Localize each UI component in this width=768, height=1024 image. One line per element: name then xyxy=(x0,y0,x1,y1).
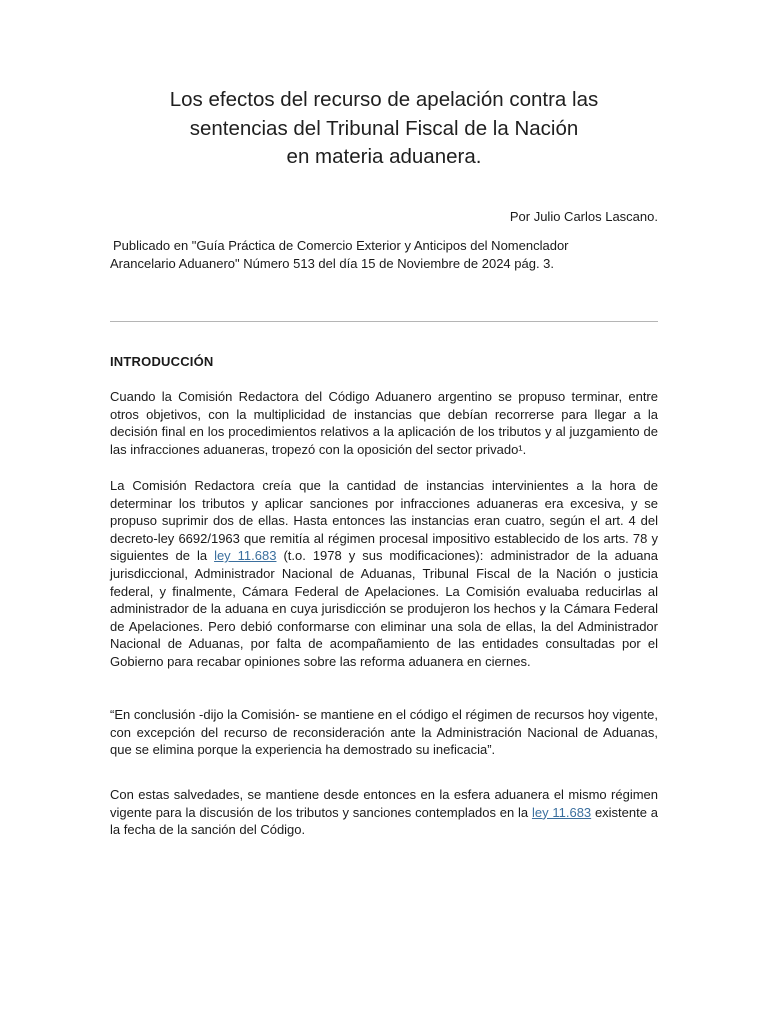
paragraph-3-quote: “En conclusión -dijo la Comisión- se mantiene en el código el régimen de recursos hoy vigente, con excepción del recurso de reconsideración ante la Administración Nacional de Aduanas, que se elimina porque la experiencia ha demostrado su ineficacia”. xyxy=(110,707,658,758)
publication-line-1: Publicado en "Guía Práctica de Comercio Exterior y Anticipos del Nomenclador xyxy=(113,238,569,253)
title-line-3: en materia aduanera. xyxy=(286,145,482,168)
law-link[interactable]: ley 11.683 xyxy=(531,804,592,820)
paragraph-2-text-b: (t.o. 1978 y sus modificaciones): administrador de la aduana jurisdiccional, Administrador Nacional de Aduanas, Tribunal Fiscal de la Nación o justicia federal, y finalmente, Cámara Federal de Apelaciones. La Comisión evaluaba reducirlas al administrador de la aduana en cuya jurisdicción se produjeron los hechos y la Cámara Federal de Apelaciones. Pero debió conformarse con eliminar una sola de ellas, la del Administrador Nacional de Aduanas, por falta de acompañamiento de las entidades consultadas por el Gobierno para recabar opiniones sobre las reforma aduanera en ciernes. xyxy=(110,548,658,669)
title-line-2: sentencias del Tribunal Fiscal de la Nación xyxy=(189,116,579,140)
paragraph-4 xyxy=(110,786,658,839)
paragraph-1: Cuando la Comisión Redactora del Código Aduanero argentino se propuso terminar, entre otros objetivos, con la multiplicidad de instancias que debían recorrerse para llegar a la decisión final en los procedimientos relativos a la aplicación de los tributos y al juzgamiento de las infracciones aduaneras, tropezó con la oposición del sector privado¹. xyxy=(110,389,658,457)
horizontal-divider xyxy=(110,321,658,322)
title-line-1: Los efectos del recurso de apelación contra las xyxy=(169,88,599,111)
paragraph-4-text-a: Con estas salvedades, se mantiene desde entonces en la esfera aduanera el mismo régimen vigente para la discusión de los tributos y sanciones contemplados en la xyxy=(110,787,658,820)
paragraph-2 xyxy=(110,477,658,671)
publication-line-2: Arancelario Aduanero" Número 513 del día 15 de Noviembre de 2024 pág. 3. xyxy=(110,255,555,271)
paragraph-4-text-b: existente a la fecha de la sanción del Código. xyxy=(110,804,658,838)
author-line: Por Julio Carlos Lascano. xyxy=(509,209,658,224)
section-heading: INTRODUCCIÓN xyxy=(110,354,214,369)
law-link[interactable]: ley 11.683 xyxy=(214,548,277,564)
publication-note xyxy=(110,237,658,272)
paragraph-2-text-a: La Comisión Redactora creía que la cantidad de instancias intervinientes a la hora de determinar los tributos y aplicar sanciones por infracciones aduaneras era excesiva, y se propuso suprimir dos de ellas. Hasta entonces las instancias eran cuatro, según el art. 4 del decreto-ley 6692/1963 que remitía al régimen procesal impositivo establecido de los arts. 78 y siguientes de la xyxy=(110,478,658,564)
document-title xyxy=(110,86,658,172)
